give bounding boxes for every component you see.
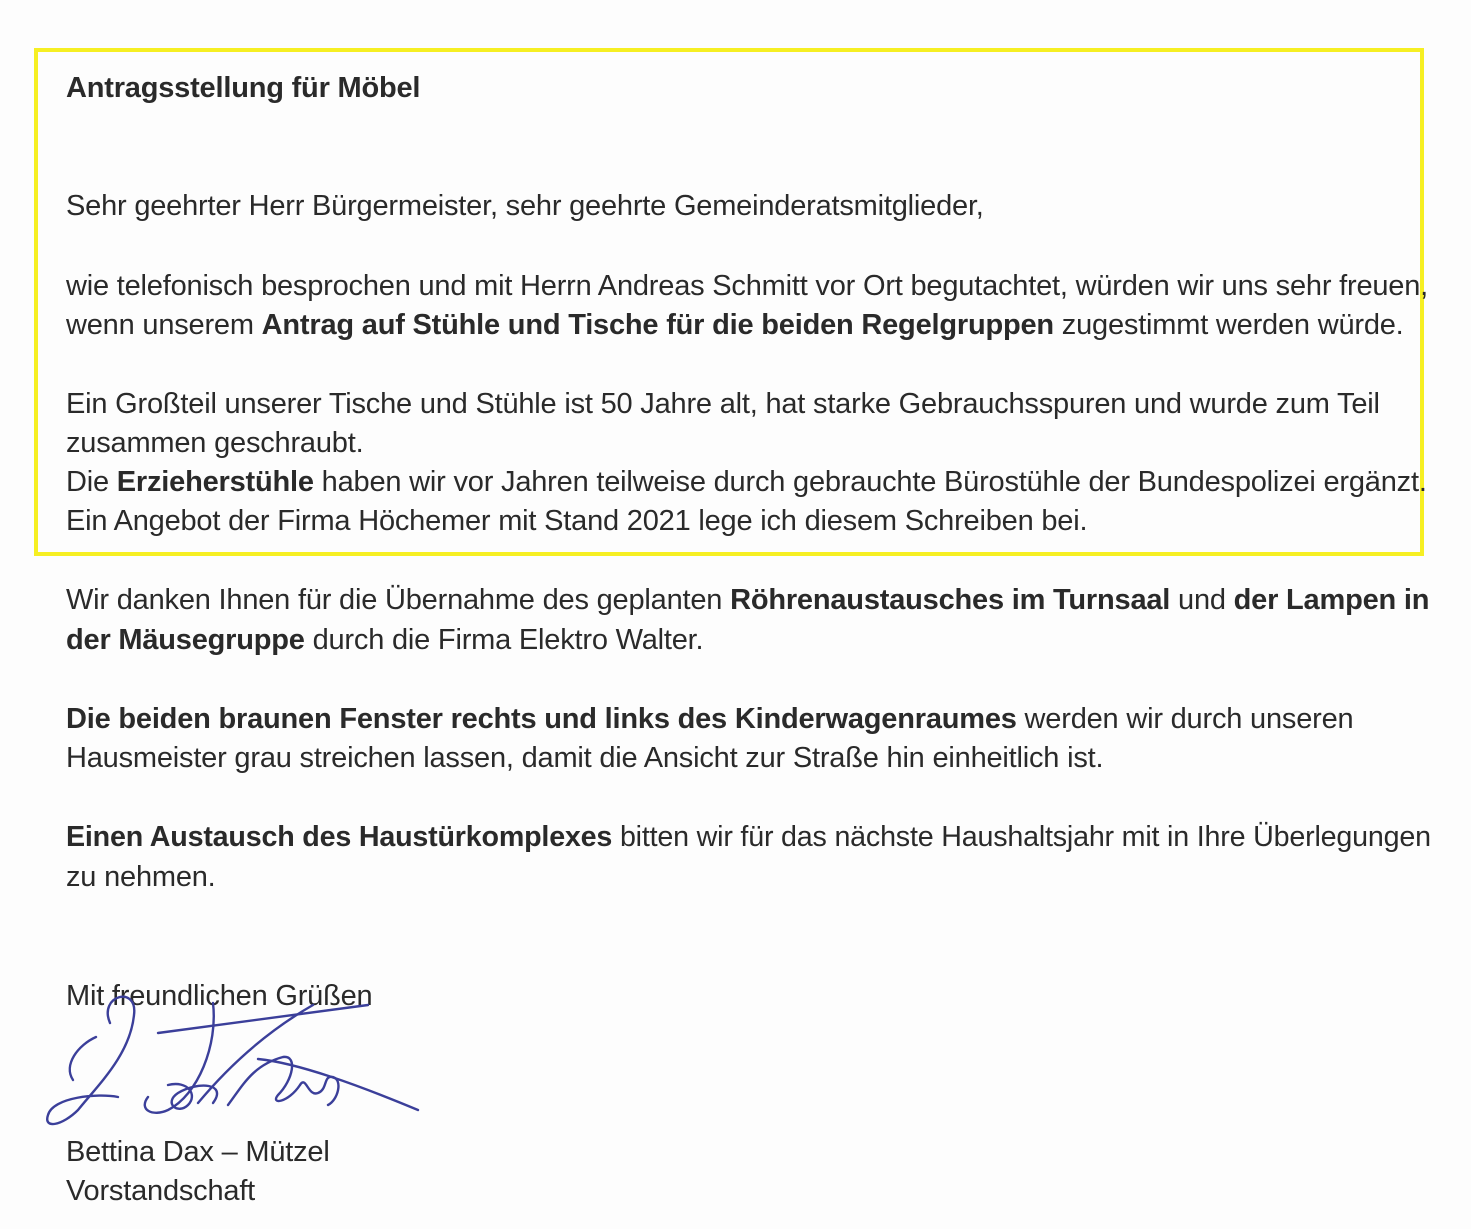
paragraph-2-line-4: Ein Angebot der Firma Höchemer mit Stand 2021 lege ich diesem Schreiben bei. xyxy=(66,505,1088,537)
paragraph-3-line-1 xyxy=(66,580,1429,620)
text-run: Die xyxy=(66,466,117,498)
paragraph-2-line-1: Ein Großteil unserer Tische und Stühle ist 50 Jahre alt, hat starke Gebrauchsspuren und wurde zum Teil xyxy=(66,388,1380,420)
bold-text-run: Antrag auf Stühle und Tische für die beiden Regelgruppen xyxy=(261,309,1054,341)
text-run: durch die Firma Elektro Walter. xyxy=(304,624,704,656)
signer-name: Bettina Dax – Mützel xyxy=(66,1136,330,1168)
paragraph-1-line-1: wie telefonisch besprochen und mit Herrn Andreas Schmitt vor Ort begutachtet, würden wir uns sehr freuen, xyxy=(66,270,1429,302)
paragraph-4-line-2: Hausmeister grau streichen lassen, damit die Ansicht zur Straße hin einheitlich ist. xyxy=(66,742,1104,774)
signer-role: Vorstandschaft xyxy=(66,1175,256,1207)
text-run: und xyxy=(1170,584,1234,616)
bold-text-run: Erzieherstühle xyxy=(116,466,314,498)
closing: Mit freundlichen Grüßen xyxy=(66,980,373,1012)
text-run: haben wir vor Jahren teilweise durch gebrauchte Bürostühle der Bundespolizei ergänzt. xyxy=(313,466,1427,498)
bold-text-run: Röhrenaustausches im Turnsaal xyxy=(730,584,1171,616)
paragraph-3-line-2 xyxy=(66,620,703,660)
letter-title: Antragsstellung für Möbel xyxy=(66,72,421,104)
paragraph-2-line-2: zusammen geschraubt. xyxy=(66,427,364,459)
bold-text-run: der Lampen in xyxy=(1233,584,1430,616)
salutation: Sehr geehrter Herr Bürgermeister, sehr geehrte Gemeinderatsmitglieder, xyxy=(66,190,984,222)
text-run: zugestimmt werden würde. xyxy=(1053,309,1404,341)
bold-text-run: der Mäusegruppe xyxy=(66,624,305,656)
paragraph-1-line-2 xyxy=(66,305,1404,345)
paragraph-5-line-2: zu nehmen. xyxy=(66,861,216,893)
text-run: werden wir durch unseren xyxy=(1016,703,1354,735)
signature-image xyxy=(38,985,438,1145)
bold-text-run: Die beiden braunen Fenster rechts und links des Kinderwagenraumes xyxy=(66,703,1017,735)
text-run: Wir danken Ihnen für die Übernahme des geplanten xyxy=(66,584,731,616)
text-run: wenn unserem xyxy=(66,309,262,341)
text-run: bitten wir für das nächste Haushaltsjahr mit in Ihre Überlegungen xyxy=(612,821,1431,853)
bold-text-run: Einen Austausch des Haustürkomplexes xyxy=(66,821,613,853)
paragraph-5-line-1 xyxy=(66,817,1431,857)
paragraph-2-line-3 xyxy=(66,462,1427,502)
paragraph-4-line-1 xyxy=(66,699,1353,739)
